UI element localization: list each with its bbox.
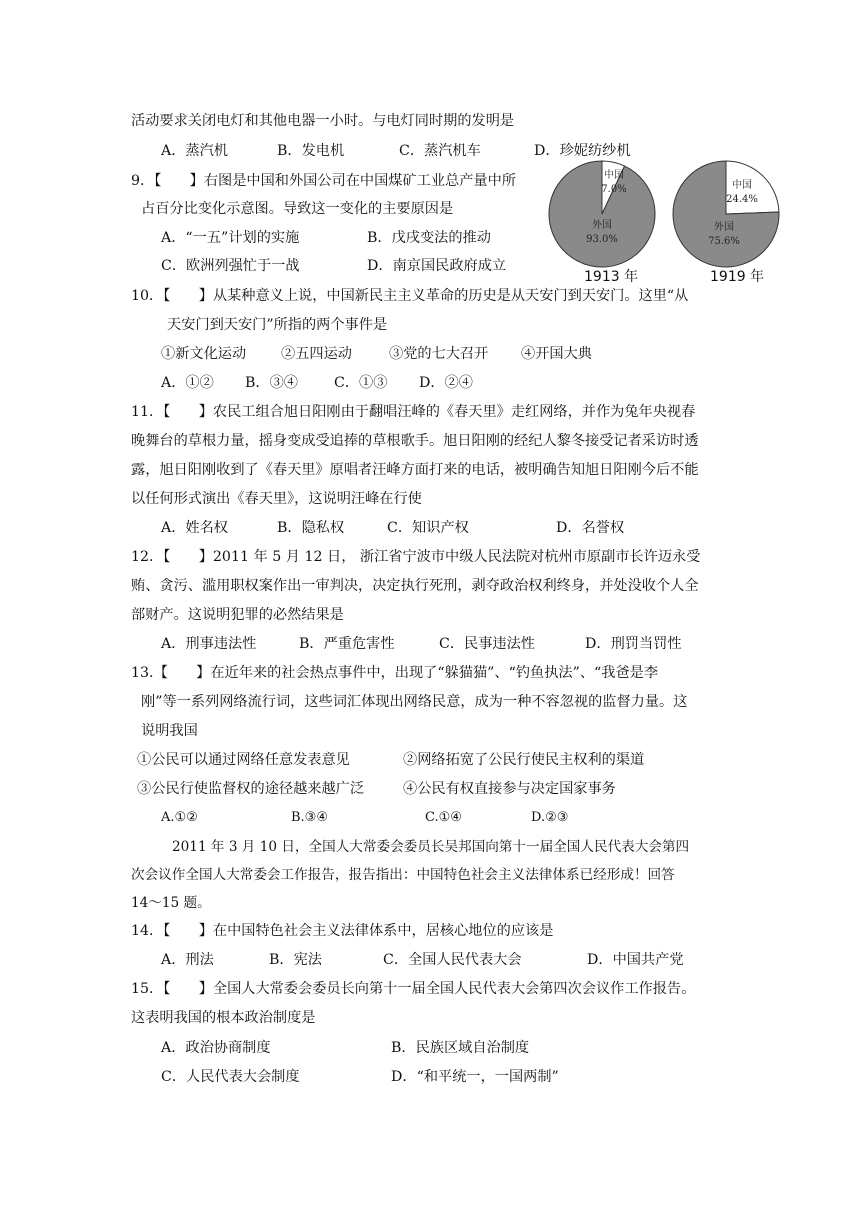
question-11-stem-cont: 晚舞台的草根力量，摇身变成受追捧的草根歌手。旭日阳刚的经纪人黎冬接受记者采访时透 <box>131 433 699 449</box>
option-b: B．戊戌变法的推动 <box>367 230 491 246</box>
option-b: B．发电机 <box>277 143 345 159</box>
question-11-stem: 11．【 】农民工组合旭日阳刚由于翻唱汪峰的《春天里》走红网络，并作为兔年央视春 <box>131 404 696 420</box>
option-c: C．人民代表大会制度 <box>161 1069 300 1085</box>
pie-1919-svg <box>670 158 782 270</box>
question-9-stem-cont: 占百分比变化示意图。导致这一变化的主要原因是 <box>141 201 454 217</box>
option-c: C．①③ <box>334 375 388 391</box>
item-4: ④开国大典 <box>521 346 592 362</box>
option-b: B．宪法 <box>269 952 322 968</box>
option-a: A．①② <box>161 375 214 391</box>
item-4: ④公民有权直接参与决定国家事务 <box>403 781 616 797</box>
pie-1913-year-label: 1913 年 <box>584 269 639 285</box>
option-a: A.①② <box>161 810 198 825</box>
option-d: D．刑罚当罚性 <box>585 636 682 652</box>
question-12-stem: 12．【 】2011 年 5 月 12 日， 浙江省宁波市中级人民法院对杭州市原副市长许迈永受 <box>131 549 701 565</box>
option-c: C.①④ <box>425 810 462 825</box>
question-14-stem: 14．【 】在中国特色社会主义法律体系中，居核心地位的应该是 <box>131 923 554 939</box>
question-15-stem-cont: 这表明我国的根本政治制度是 <box>131 1010 316 1026</box>
option-d: D．“和平统一，一国两制” <box>391 1069 559 1085</box>
item-2: ②五四运动 <box>281 346 352 362</box>
question-13-stem-cont: 刚”等一系列网络流行词，这些词汇体现出网络民意，成为一种不容忽视的监督力量。这 <box>141 694 688 710</box>
question-13-stem-cont: 说明我国 <box>141 723 198 739</box>
pie-label-china: 中国 <box>604 170 624 181</box>
question-13-stem: 13.【 】在近年来的社会热点事件中，出现了“躲猫猫”、“钓鱼执法”、“我爸是李 <box>131 665 659 681</box>
item-1: ①公民可以通过网络任意发表意见 <box>137 752 350 768</box>
option-b: B．隐私权 <box>277 520 345 536</box>
material-paragraph: 2011 年 3 月 10 日，全国人大常委会委员长吴邦国向第十一届全国人民代表大会第四 <box>172 839 690 855</box>
option-b: B．严重危害性 <box>299 636 395 652</box>
pie-chart-1919 <box>670 158 784 284</box>
material-paragraph-cont: 14～15 题。 <box>131 895 211 911</box>
option-b: B．③④ <box>245 375 298 391</box>
option-c: C．欧洲列强忙于一战 <box>161 258 300 274</box>
material-paragraph-cont: 次会议作全国人大常委会工作报告，报告指出：中国特色社会主义法律体系已经形成！回答 <box>131 867 675 883</box>
item-2: ②网络拓宽了公民行使民主权利的渠道 <box>403 752 645 768</box>
item-3: ③党的七大召开 <box>389 346 489 362</box>
pie-value-china: 24.4% <box>726 194 758 205</box>
pie-slice-foreign <box>549 161 655 267</box>
option-d: D．名誉权 <box>556 520 625 536</box>
question-9-stem: 9．【 】右图是中国和外国公司在中国煤矿工业总产量中所 <box>131 173 516 189</box>
option-c: C．民事违法性 <box>439 636 535 652</box>
option-a: A．“一五”计划的实施 <box>161 230 300 246</box>
option-a: A．政治协商制度 <box>161 1040 271 1056</box>
pie-1919-year-label: 1919 年 <box>710 269 765 285</box>
question-12-stem-cont: 贿、贪污、滥用职权案作出一审判决，决定执行死刑，剥夺政治权利终身，并处没收个人全 <box>131 578 699 594</box>
question-10-stem: 10．【 】从某种意义上说，中国新民主主义革命的历史是从天安门到天安门。这里“从 <box>131 288 689 304</box>
question-10-stem-cont: 天安门到天安门”所指的两个事件是 <box>167 317 388 333</box>
option-a: A．蒸汽机 <box>161 143 228 159</box>
question-11-stem-cont: 露，旭日阳刚收到了《春天里》原唱者汪峰方面打来的电话，被明确告知旭日阳刚今后不能 <box>131 462 699 478</box>
option-d: D．珍妮纺纱机 <box>534 143 631 159</box>
pie-1913-svg <box>546 158 658 270</box>
pie-label-foreign: 外国 <box>592 220 612 231</box>
question-15-stem: 15．【 】全国人大常委会委员长向第十一届全国人民代表大会第四次会议作工作报告。 <box>131 981 696 997</box>
question-text: 活动要求关闭电灯和其他电器一小时。与电灯同时期的发明是 <box>131 113 515 129</box>
pie-label-china: 中国 <box>732 180 752 191</box>
option-a: A．刑事违法性 <box>161 636 257 652</box>
option-d: D.②③ <box>531 810 569 825</box>
option-c: C．知识产权 <box>387 520 469 536</box>
item-1: ①新文化运动 <box>161 346 247 362</box>
option-d: D．中国共产党 <box>587 952 684 968</box>
option-d: D．②④ <box>419 375 473 391</box>
option-a: A．姓名权 <box>161 520 228 536</box>
pie-label-foreign: 外国 <box>714 222 734 233</box>
option-b: B．民族区域自治制度 <box>391 1040 530 1056</box>
pie-value-china: 7.0% <box>601 184 627 195</box>
option-a: A．刑法 <box>161 952 214 968</box>
item-3: ③公民行使监督权的途径越来越广泛 <box>137 781 365 797</box>
question-12-stem-cont: 部财产。这说明犯罪的必然结果是 <box>131 607 344 623</box>
option-b: B.③④ <box>291 810 328 825</box>
question-11-stem-cont: 以任何形式演出《春天里》，这说明汪峰在行使 <box>131 491 422 507</box>
option-c: C．全国人民代表大会 <box>383 952 522 968</box>
option-c: C．蒸汽机车 <box>399 143 481 159</box>
pie-value-foreign: 75.6% <box>708 236 740 247</box>
pie-chart-1913 <box>546 158 660 284</box>
option-d: D．南京国民政府成立 <box>367 258 507 274</box>
pie-value-foreign: 93.0% <box>586 234 618 245</box>
